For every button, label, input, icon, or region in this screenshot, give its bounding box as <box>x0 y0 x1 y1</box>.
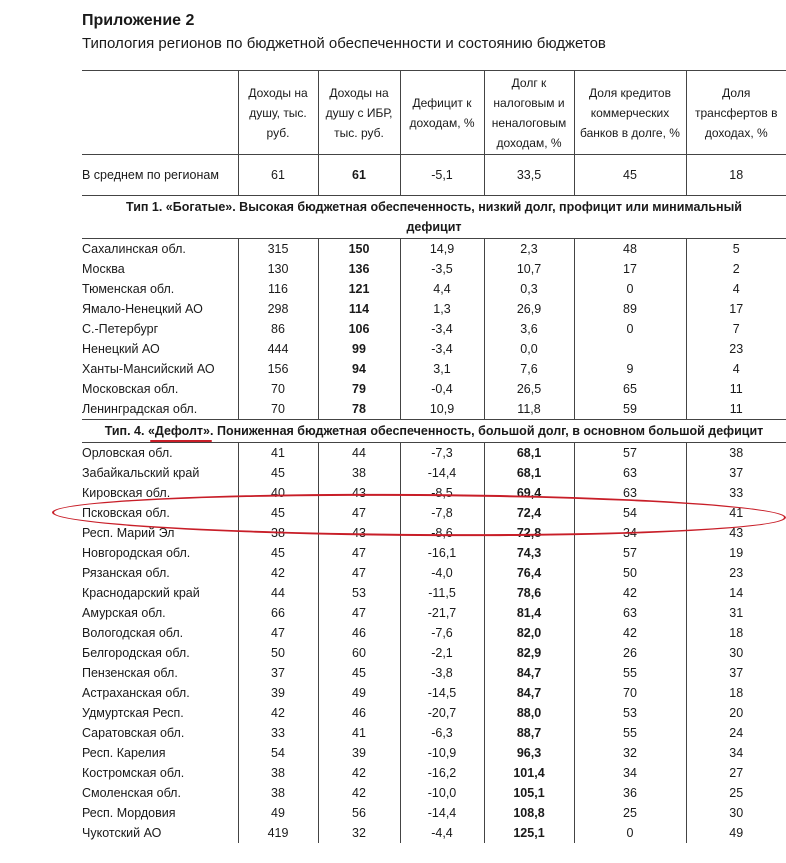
region-name: Астраханская обл. <box>82 686 190 700</box>
cell: 45 <box>238 543 318 563</box>
cell: 78 <box>318 399 400 420</box>
cell: 20 <box>686 703 786 723</box>
cell: 315 <box>238 239 318 260</box>
table-row <box>82 763 786 783</box>
cell: 38 <box>238 523 318 543</box>
region-name: Сахалинская обл. <box>82 242 186 256</box>
region-name: Кировская обл. <box>82 486 171 500</box>
cell: -10,9 <box>400 743 484 763</box>
region-name: Рязанская обл. <box>82 566 170 580</box>
cell: -4,4 <box>400 823 484 843</box>
region-name: Саратовская обл. <box>82 726 185 740</box>
cell: -16,2 <box>400 763 484 783</box>
cell: -7,6 <box>400 623 484 643</box>
cell: 11 <box>686 379 786 399</box>
cell: 136 <box>318 259 400 279</box>
cell: 150 <box>318 239 400 260</box>
cell: 45 <box>238 503 318 523</box>
cell: 72,4 <box>484 503 574 523</box>
cell: 84,7 <box>484 683 574 703</box>
cell: 42 <box>574 583 686 603</box>
region-column-header <box>82 71 238 155</box>
cell: 444 <box>238 339 318 359</box>
cell: 53 <box>574 703 686 723</box>
appendix-title: Приложение 2 <box>82 12 195 29</box>
cell: 41 <box>318 723 400 743</box>
cell: 114 <box>318 299 400 319</box>
cell: 45 <box>318 663 400 683</box>
table-row <box>82 399 786 420</box>
cell: 18 <box>686 155 786 196</box>
cell: 0 <box>574 823 686 843</box>
cell: 11,8 <box>484 399 574 420</box>
cell: -3,4 <box>400 319 484 339</box>
cell: 40 <box>238 483 318 503</box>
default-keyword <box>148 424 210 438</box>
cell: 30 <box>686 643 786 663</box>
cell: 39 <box>318 743 400 763</box>
cell: 49 <box>686 823 786 843</box>
cell: 31 <box>686 603 786 623</box>
cell: 47 <box>318 503 400 523</box>
cell: 44 <box>318 443 400 464</box>
type4-description: . Пониженная бюджетная обеспеченность, большой долг, в основном большой дефицит <box>210 424 764 438</box>
cell: -2,1 <box>400 643 484 663</box>
region-name: Пензенская обл. <box>82 666 178 680</box>
region-name: Ханты-Мансийский АО <box>82 362 215 376</box>
table-row <box>82 299 786 319</box>
default-keyword-text: «Дефолт» <box>147 424 211 438</box>
cell: 54 <box>574 503 686 523</box>
cell: 55 <box>574 723 686 743</box>
table-row <box>82 483 786 503</box>
region-name: Чукотский АО <box>82 826 162 840</box>
cell: 43 <box>686 523 786 543</box>
cell: -16,1 <box>400 543 484 563</box>
cell: 45 <box>238 463 318 483</box>
region-name: Вологодская обл. <box>82 626 184 640</box>
cell: 79 <box>318 379 400 399</box>
cell: 4 <box>686 279 786 299</box>
table-row <box>82 259 786 279</box>
cell: 42 <box>238 563 318 583</box>
cell: 7,6 <box>484 359 574 379</box>
cell: 61 <box>318 155 400 196</box>
table-row <box>82 523 786 543</box>
table-row <box>82 503 786 523</box>
cell: 44 <box>238 583 318 603</box>
cell: 116 <box>238 279 318 299</box>
cell: 105,1 <box>484 783 574 803</box>
cell: 74,3 <box>484 543 574 563</box>
cell: 3,1 <box>400 359 484 379</box>
cell: 63 <box>574 603 686 623</box>
cell: 37 <box>686 463 786 483</box>
cell: 50 <box>238 643 318 663</box>
cell: 57 <box>574 443 686 464</box>
region-name: Московская обл. <box>82 382 179 396</box>
cell: 41 <box>238 443 318 464</box>
cell: -3,8 <box>400 663 484 683</box>
cell: -6,3 <box>400 723 484 743</box>
cell: 68,1 <box>484 463 574 483</box>
region-name: Орловская обл. <box>82 446 173 460</box>
table-row <box>82 703 786 723</box>
table-row <box>82 803 786 823</box>
cell: 70 <box>574 683 686 703</box>
cell: 17 <box>686 299 786 319</box>
column-header: Доля кредитов коммерческих банков в долге, % <box>574 71 686 155</box>
cell: 14,9 <box>400 239 484 260</box>
table-row <box>82 443 786 464</box>
cell: 108,8 <box>484 803 574 823</box>
table-row <box>82 379 786 399</box>
cell: 42 <box>574 623 686 643</box>
header-row <box>82 71 786 155</box>
region-name: Амурская обл. <box>82 606 166 620</box>
table-row <box>82 543 786 563</box>
cell: 43 <box>318 483 400 503</box>
cell: 82,9 <box>484 643 574 663</box>
cell: 88,0 <box>484 703 574 723</box>
column-header: Доля трансфертов в доходах, % <box>686 71 786 155</box>
cell: 14 <box>686 583 786 603</box>
cell: 419 <box>238 823 318 843</box>
cell: 10,9 <box>400 399 484 420</box>
cell: 25 <box>686 783 786 803</box>
cell: 17 <box>574 259 686 279</box>
cell: 38 <box>238 763 318 783</box>
cell: 50 <box>574 563 686 583</box>
table-row <box>82 463 786 483</box>
cell: -8,6 <box>400 523 484 543</box>
region-name: Удмуртская Респ. <box>82 706 184 720</box>
cell: 38 <box>238 783 318 803</box>
cell: 33 <box>238 723 318 743</box>
table-row <box>82 319 786 339</box>
table-row <box>82 743 786 763</box>
cell: -3,5 <box>400 259 484 279</box>
cell: 25 <box>574 803 686 823</box>
cell: 34 <box>574 763 686 783</box>
cell: -7,8 <box>400 503 484 523</box>
cell: 10,7 <box>484 259 574 279</box>
cell: 94 <box>318 359 400 379</box>
table-row <box>82 643 786 663</box>
region-name: Респ. Карелия <box>82 746 166 760</box>
cell: 42 <box>318 763 400 783</box>
cell: 27 <box>686 763 786 783</box>
column-header: Доходы на душу, тыс. руб. <box>238 71 318 155</box>
cell: 36 <box>574 783 686 803</box>
region-name: Белгородская обл. <box>82 646 190 660</box>
cell: 46 <box>318 623 400 643</box>
cell: 33,5 <box>484 155 574 196</box>
cell: 49 <box>318 683 400 703</box>
cell: -14,4 <box>400 803 484 823</box>
region-name: Псковская обл. <box>82 506 170 520</box>
average-row <box>82 155 786 196</box>
cell: 9 <box>574 359 686 379</box>
cell: 47 <box>318 603 400 623</box>
region-name: С.-Петербург <box>82 322 159 336</box>
cell: -4,0 <box>400 563 484 583</box>
region-name: Москва <box>82 262 125 276</box>
cell: 47 <box>238 623 318 643</box>
cell: 33 <box>686 483 786 503</box>
cell: 84,7 <box>484 663 574 683</box>
cell: 55 <box>574 663 686 683</box>
column-header: Доходы на душу с ИБР, тыс. руб. <box>318 71 400 155</box>
cell: 53 <box>318 583 400 603</box>
cell: 4,4 <box>400 279 484 299</box>
cell <box>574 339 686 359</box>
cell: 86 <box>238 319 318 339</box>
cell: 88,7 <box>484 723 574 743</box>
cell: 43 <box>318 523 400 543</box>
cell: 18 <box>686 623 786 643</box>
cell: 26,5 <box>484 379 574 399</box>
column-header: Дефицит к доходам, % <box>400 71 484 155</box>
budget-typology-table <box>82 70 786 843</box>
cell: 38 <box>318 463 400 483</box>
cell: -14,5 <box>400 683 484 703</box>
region-name: Респ. Марий Эл <box>82 526 175 540</box>
type1-section-title: Тип 1. «Богатые». Высокая бюджетная обеспеченность, низкий долг, профицит или минимальный дефицит <box>82 196 786 239</box>
cell: 34 <box>686 743 786 763</box>
cell: 49 <box>238 803 318 823</box>
table-row <box>82 563 786 583</box>
cell: 38 <box>686 443 786 464</box>
region-name: Тюменская обл. <box>82 282 175 296</box>
cell: 69,4 <box>484 483 574 503</box>
cell: -5,1 <box>400 155 484 196</box>
cell: 24 <box>686 723 786 743</box>
cell: 298 <box>238 299 318 319</box>
cell: 32 <box>574 743 686 763</box>
table-row <box>82 723 786 743</box>
cell: 61 <box>238 155 318 196</box>
cell: 54 <box>238 743 318 763</box>
cell: -3,4 <box>400 339 484 359</box>
cell: 48 <box>574 239 686 260</box>
column-header: Долг к налоговым и неналоговым доходам, % <box>484 71 574 155</box>
cell: 42 <box>318 783 400 803</box>
cell: 19 <box>686 543 786 563</box>
cell: -7,3 <box>400 443 484 464</box>
cell: 60 <box>318 643 400 663</box>
table-row <box>82 603 786 623</box>
cell: 78,6 <box>484 583 574 603</box>
cell: 45 <box>574 155 686 196</box>
cell: 32 <box>318 823 400 843</box>
cell: -8,5 <box>400 483 484 503</box>
type1-section-row <box>82 196 786 239</box>
cell: 2,3 <box>484 239 574 260</box>
cell: -0,4 <box>400 379 484 399</box>
region-name: В среднем по регионам <box>82 155 238 196</box>
cell: 59 <box>574 399 686 420</box>
cell: 0 <box>574 319 686 339</box>
cell: -11,5 <box>400 583 484 603</box>
table-row <box>82 583 786 603</box>
cell: 26,9 <box>484 299 574 319</box>
cell: 41 <box>686 503 786 523</box>
region-name: Краснодарский край <box>82 586 200 600</box>
cell: 57 <box>574 543 686 563</box>
cell: 47 <box>318 543 400 563</box>
table-row <box>82 279 786 299</box>
cell: 39 <box>238 683 318 703</box>
cell: 156 <box>238 359 318 379</box>
cell: 5 <box>686 239 786 260</box>
type4-section-row <box>82 420 786 443</box>
cell: 3,6 <box>484 319 574 339</box>
region-name: Костромская обл. <box>82 766 185 780</box>
table-row <box>82 339 786 359</box>
region-name: Смоленская обл. <box>82 786 181 800</box>
cell: 30 <box>686 803 786 823</box>
cell: 34 <box>574 523 686 543</box>
appendix-subtitle: Типология регионов по бюджетной обеспеченности и состоянию бюджетов <box>82 35 606 52</box>
cell: -21,7 <box>400 603 484 623</box>
region-name: Ленинградская обл. <box>82 399 238 420</box>
cell: 63 <box>574 483 686 503</box>
cell: 0,3 <box>484 279 574 299</box>
cell: 96,3 <box>484 743 574 763</box>
type4-prefix: Тип. 4. <box>104 424 145 438</box>
region-name: Ямало-Ненецкий АО <box>82 302 203 316</box>
cell: 125,1 <box>484 823 574 843</box>
table-row <box>82 783 786 803</box>
region-name: Ненецкий АО <box>82 342 160 356</box>
cell: 76,4 <box>484 563 574 583</box>
table-row <box>82 683 786 703</box>
cell: 47 <box>318 563 400 583</box>
cell: -10,0 <box>400 783 484 803</box>
cell: 82,0 <box>484 623 574 643</box>
region-name: Респ. Мордовия <box>82 806 176 820</box>
type4-section-title <box>82 420 786 443</box>
cell: 23 <box>686 339 786 359</box>
cell: 7 <box>686 319 786 339</box>
cell: 46 <box>318 703 400 723</box>
cell: 42 <box>238 703 318 723</box>
cell: -14,4 <box>400 463 484 483</box>
cell: 130 <box>238 259 318 279</box>
cell: 68,1 <box>484 443 574 464</box>
cell: 99 <box>318 339 400 359</box>
cell: 2 <box>686 259 786 279</box>
cell: 121 <box>318 279 400 299</box>
cell: 70 <box>238 399 318 420</box>
table-row <box>82 359 786 379</box>
cell: 66 <box>238 603 318 623</box>
cell: 65 <box>574 379 686 399</box>
cell: 106 <box>318 319 400 339</box>
cell: 37 <box>238 663 318 683</box>
cell: 11 <box>686 399 786 420</box>
cell: 72,8 <box>484 523 574 543</box>
cell: 63 <box>574 463 686 483</box>
cell: 26 <box>574 643 686 663</box>
cell: 0,0 <box>484 339 574 359</box>
region-name: Забайкальский край <box>82 466 200 480</box>
cell: 70 <box>238 379 318 399</box>
cell: 1,3 <box>400 299 484 319</box>
cell: 0 <box>574 279 686 299</box>
cell: 4 <box>686 359 786 379</box>
region-name: Новгородская обл. <box>82 546 191 560</box>
cell: 89 <box>574 299 686 319</box>
cell: 37 <box>686 663 786 683</box>
table-row <box>82 239 786 260</box>
cell: 56 <box>318 803 400 823</box>
cell: -20,7 <box>400 703 484 723</box>
cell: 18 <box>686 683 786 703</box>
red-underline <box>150 440 212 442</box>
cell: 23 <box>686 563 786 583</box>
cell: 101,4 <box>484 763 574 783</box>
cell: 81,4 <box>484 603 574 623</box>
table-row <box>82 663 786 683</box>
table-row <box>82 623 786 643</box>
table-row <box>82 823 786 843</box>
